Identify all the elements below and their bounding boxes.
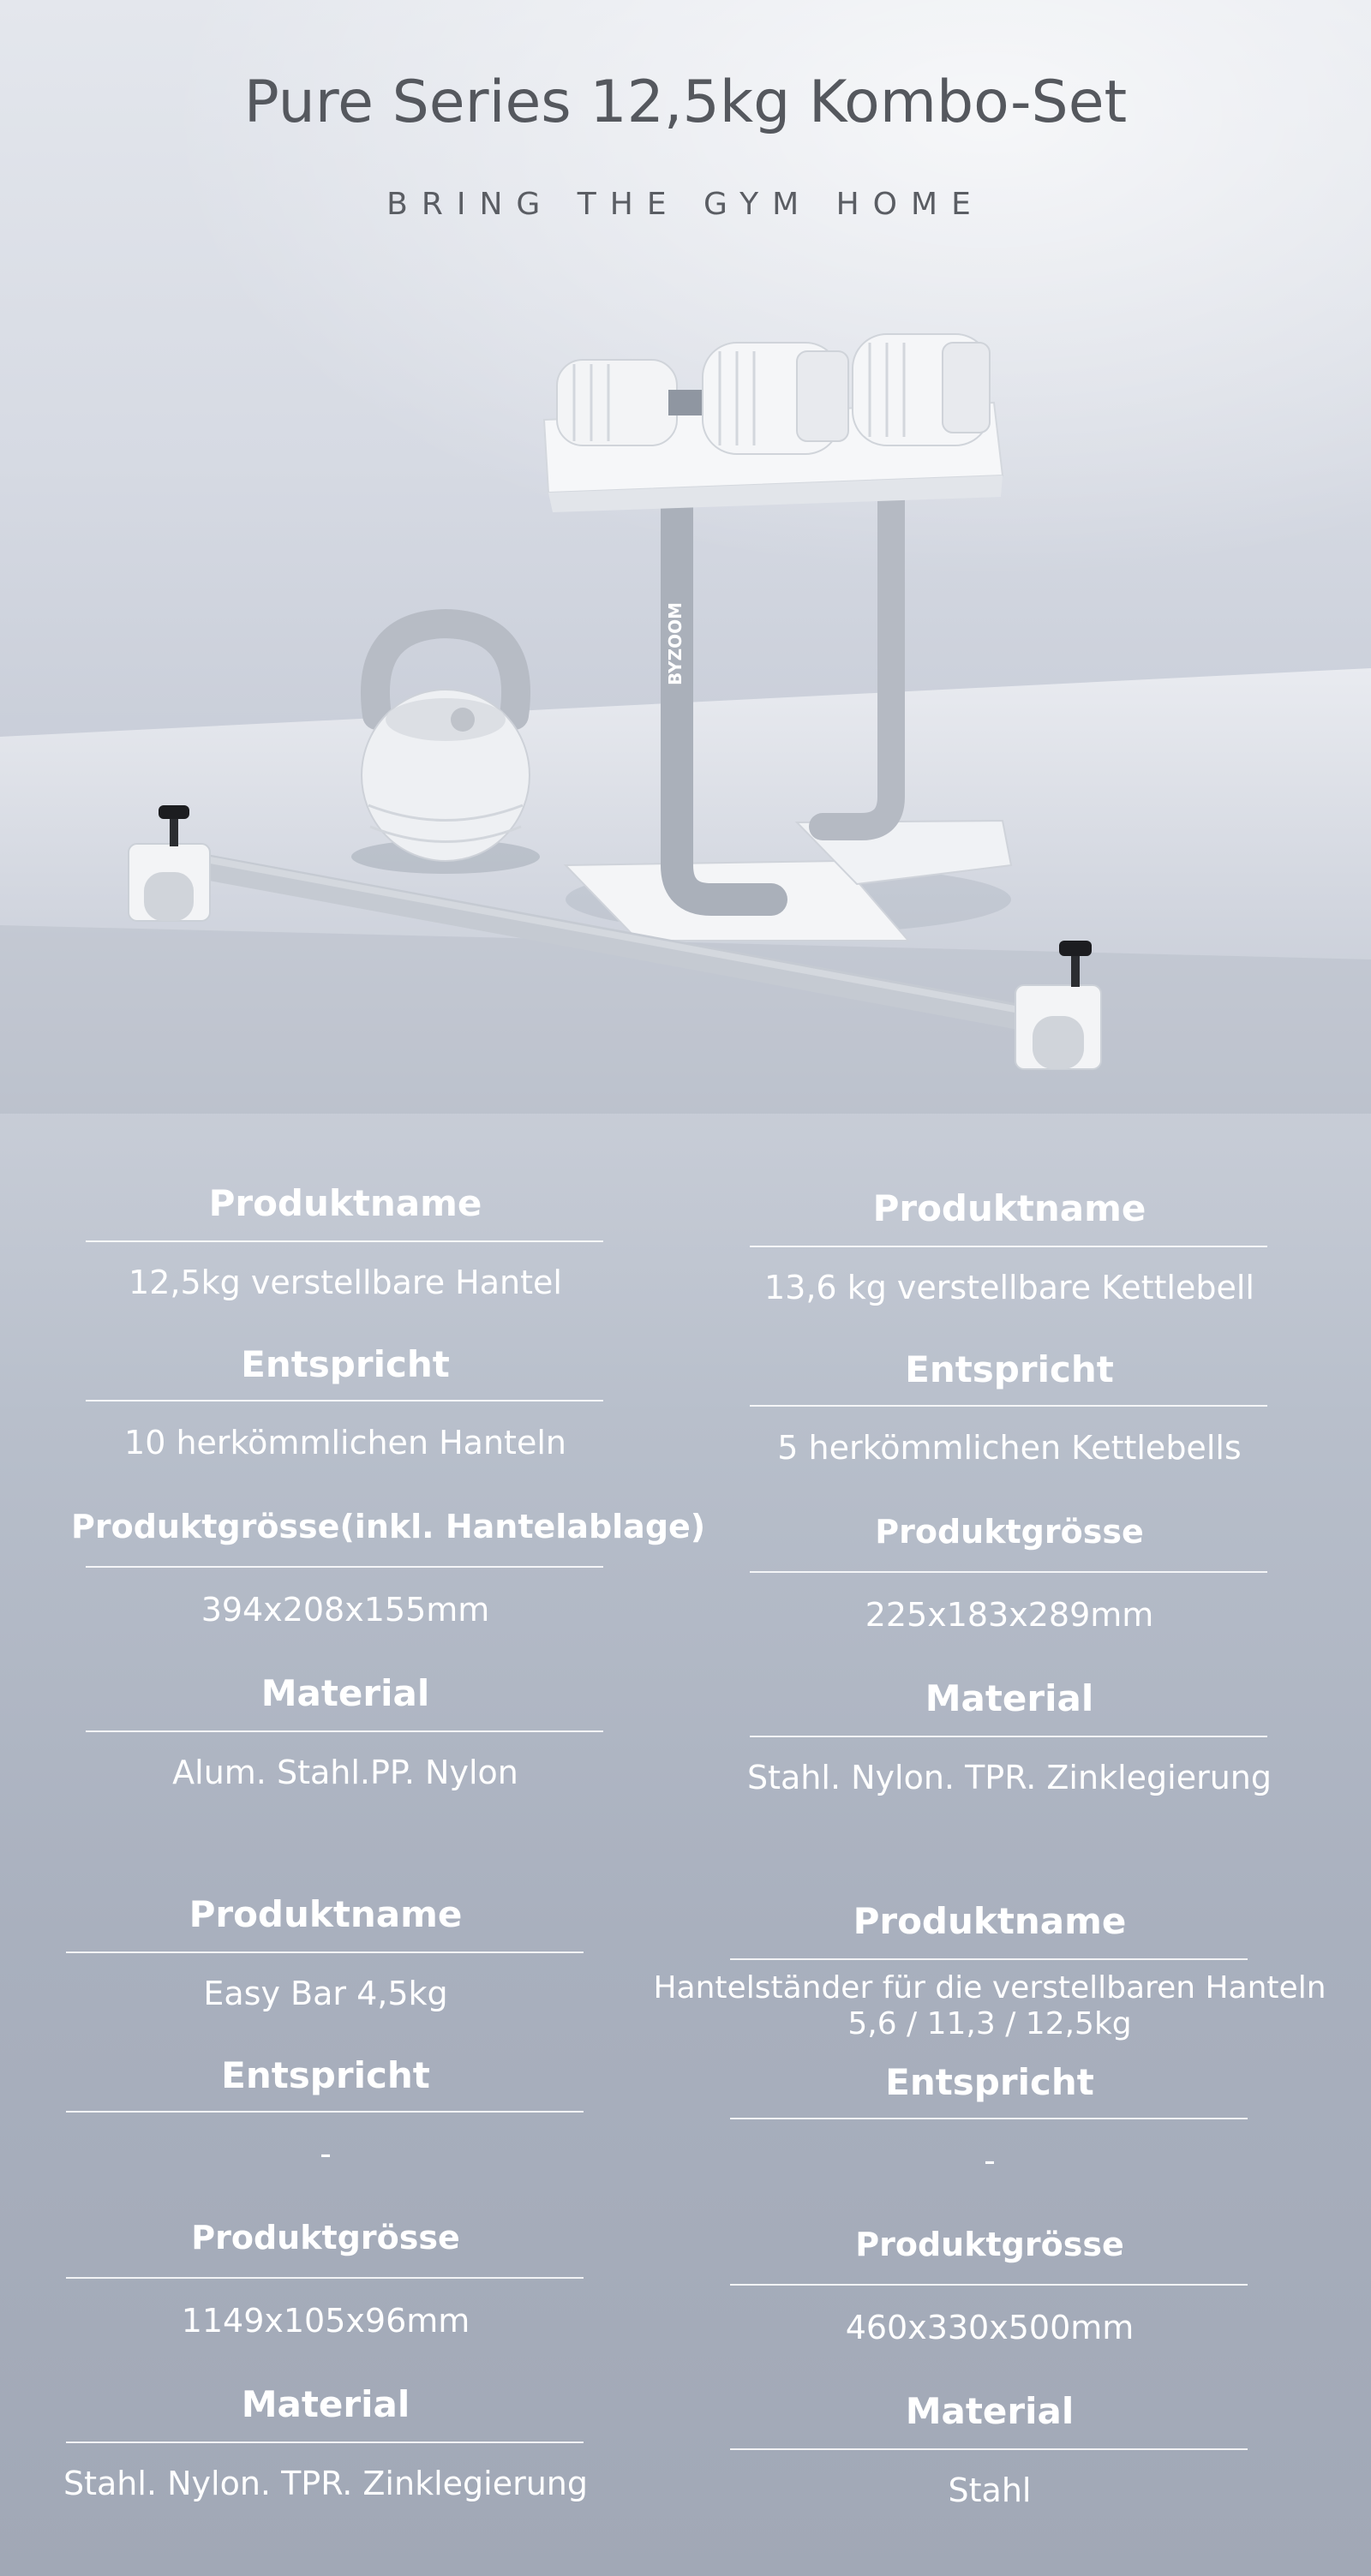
divider [750, 1571, 1267, 1573]
product-size-value: 460x330x500mm [845, 2309, 1135, 2346]
equivalent-value: - [320, 2135, 332, 2173]
product-size-label: Produktgrösse [191, 2219, 460, 2256]
divider [66, 2442, 584, 2443]
divider [730, 1958, 1248, 1960]
product-name-value: Easy Bar 4,5kg [203, 1975, 448, 2012]
page-subtitle: BRING THE GYM HOME [386, 187, 985, 222]
product-image [0, 0, 1371, 1114]
material-value: Stahl [948, 2471, 1032, 2509]
product-name-label: Produktname [872, 1187, 1146, 1229]
equivalent-label: Entspricht [905, 1348, 1114, 1390]
equivalent-label: Entspricht [885, 2061, 1094, 2103]
product-size-value: 394x208x155mm [201, 1591, 490, 1629]
product-size-label: Produktgrösse(inkl. Hantelablage) [71, 1508, 706, 1545]
page-title: Pure Series 12,5kg Kombo-Set [243, 69, 1128, 136]
stand-brand-text: BYZOOM [665, 601, 686, 685]
divider [86, 1240, 603, 1242]
kettlebell [362, 624, 530, 861]
spec-block-kettlebell [735, 1179, 1284, 1813]
spec-block-easy-bar [51, 1885, 600, 2519]
material-label: Material [241, 2383, 410, 2425]
divider [86, 1730, 603, 1732]
stand-frame [665, 480, 891, 900]
product-name-label: Produktname [208, 1182, 482, 1224]
product-size-value: 225x183x289mm [865, 1596, 1154, 1634]
material-value: Alum. Stahl.PP. Nylon [172, 1754, 518, 1791]
divider [730, 2284, 1248, 2286]
divider [66, 1951, 584, 1953]
product-name-value: 13,6 kg verstellbare Kettlebell [764, 1269, 1254, 1306]
divider [730, 2118, 1248, 2119]
divider [66, 2111, 584, 2113]
divider [750, 1246, 1267, 1247]
divider [750, 1736, 1267, 1737]
product-size-label: Produktgrösse [875, 1513, 1144, 1551]
divider [730, 2448, 1248, 2450]
dumbbell [557, 334, 990, 454]
divider [750, 1405, 1267, 1407]
product-name-value: Hantelständer für die verstellbaren Hanteln 5,6 / 11,3 / 12,5kg [653, 1970, 1326, 2041]
hero-section [0, 0, 1371, 1114]
divider [86, 1400, 603, 1402]
material-label: Material [905, 2390, 1075, 2432]
equivalent-value: 10 herkömmlichen Hanteln [124, 1424, 566, 1461]
divider [86, 1566, 603, 1568]
spec-block-dumbbell-stand [653, 1892, 1326, 2525]
equivalent-value: 5 herkömmlichen Kettlebells [777, 1429, 1242, 1467]
spec-block-dumbbell [71, 1174, 706, 1808]
product-size-value: 1149x105x96mm [181, 2302, 470, 2340]
product-name-label: Produktname [189, 1893, 463, 1935]
material-value: Stahl. Nylon. TPR. Zinklegierung [747, 1759, 1272, 1796]
material-label: Material [260, 1672, 430, 1714]
product-size-label: Produktgrösse [855, 2226, 1124, 2263]
equivalent-label: Entspricht [241, 1343, 450, 1385]
material-value: Stahl. Nylon. TPR. Zinklegierung [63, 2465, 588, 2502]
product-name-value: 12,5kg verstellbare Hantel [129, 1264, 562, 1301]
divider [66, 2277, 584, 2279]
equivalent-value: - [984, 2142, 996, 2179]
product-name-label: Produktname [853, 1900, 1127, 1942]
equivalent-label: Entspricht [221, 2054, 430, 2096]
material-label: Material [925, 1677, 1094, 1719]
